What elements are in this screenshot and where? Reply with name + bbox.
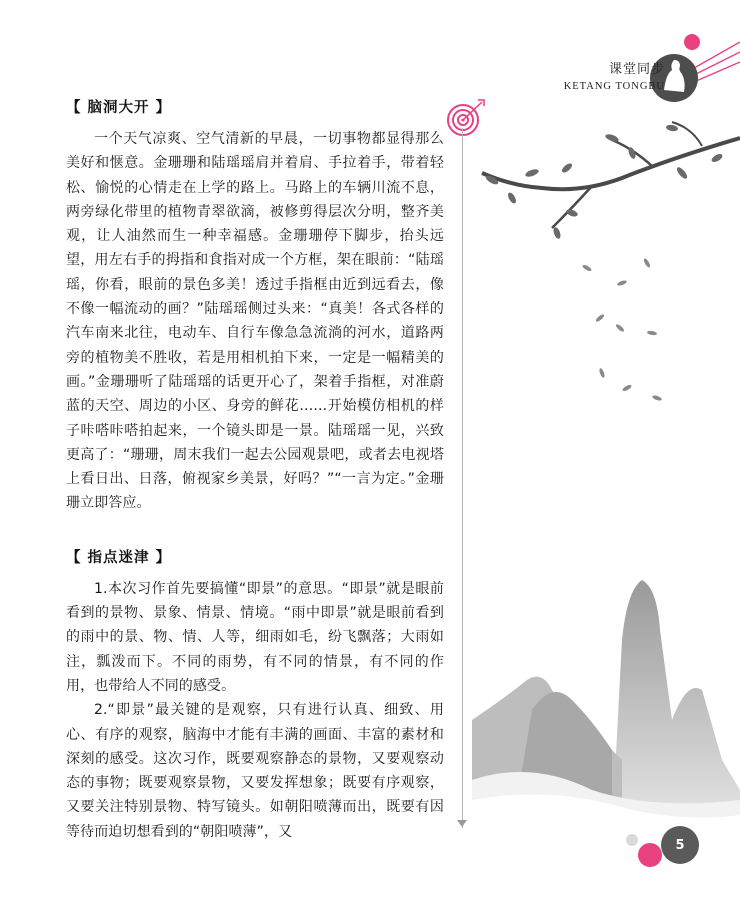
text-column [66,96,444,844]
column-divider [462,128,463,828]
paragraph: 一个天气凉爽、空气清新的早晨，一切事物都显得那么美好和惬意。金珊珊和陆瑶瑶肩并着肩、手拉着手，带着轻松、愉悦的心情走在上学的路上。马路上的车辆川流不息，两旁绿化带里的植物青翠欲滴，被修剪得层次分明，整齐美观，让人油然而生一种幸福感。金珊珊停下脚步，抬头远望，用左右手的拇指和食指对成一个方框，架在眼前：“陆瑶瑶，你看，眼前的景色多美！透过手指框由近到远看去，像不像一幅流动的画？”陆瑶瑶侧过头来：“真美！各式各样的汽车南来北往，电动车、自行车像急急流淌的河水，道路两旁的植物美不胜收，若是用相机拍下来，一定是一幅精美的画。”金珊珊听了陆瑶瑶的话更开心了，架着手指框，对准蔚蓝的天空、周边的小区、身旁的鲜花……开始模仿相机的样子咔嗒咔嗒拍起来，一个镜头即是一景。陆瑶瑶一见，兴致更高了：“珊珊，周末我们一起去公园观景吧，或者去电视塔上看日出、日落，俯视家乡美景，好吗？”“一言为定。”金珊珊立即答应。 [66,131,444,512]
branch-illustration [472,118,740,418]
header-brand [545,58,665,92]
section-title: 【 指点迷津 】 [66,549,172,566]
brand-chinese: 课堂同步 [608,62,665,77]
mountain-illustration [472,560,740,830]
divider-arrow-icon [457,820,467,827]
section-guidance [66,546,444,844]
section-brainstorm [66,96,444,516]
brand-pinyin: KETANG TONGBU [563,81,665,92]
paragraph: 2.“即景”最关键的是观察，只有进行认真、细致、用心、有序的观察，脑海中才能有丰满的画面、丰富的素材和深刻的感受。这次习作，既要观察静态的景物，又要观察动态的事物；既要观察景物，又要发挥想象；既要有序观察，又要关注特别景物、特写镜头。如朝阳喷薄而出，既要有因等待而迫切想看到的“朝阳喷薄”，又 [66,702,444,840]
page-number: 5 [661,826,699,864]
section-title: 【 脑洞大开 】 [66,100,172,116]
paragraph: 1.本次习作首先要搞懂“即景”的意思。“即景”就是眼前看到的景物、景象、情景、情境。“雨中即景”就是眼前看到的雨中的景、物、情、人等，细雨如毛，纷飞飘落；大雨如注，瓢泼而下。不同的雨势，有不同的情景，有不同的作用，也带给人不同的感受。 [66,580,444,694]
